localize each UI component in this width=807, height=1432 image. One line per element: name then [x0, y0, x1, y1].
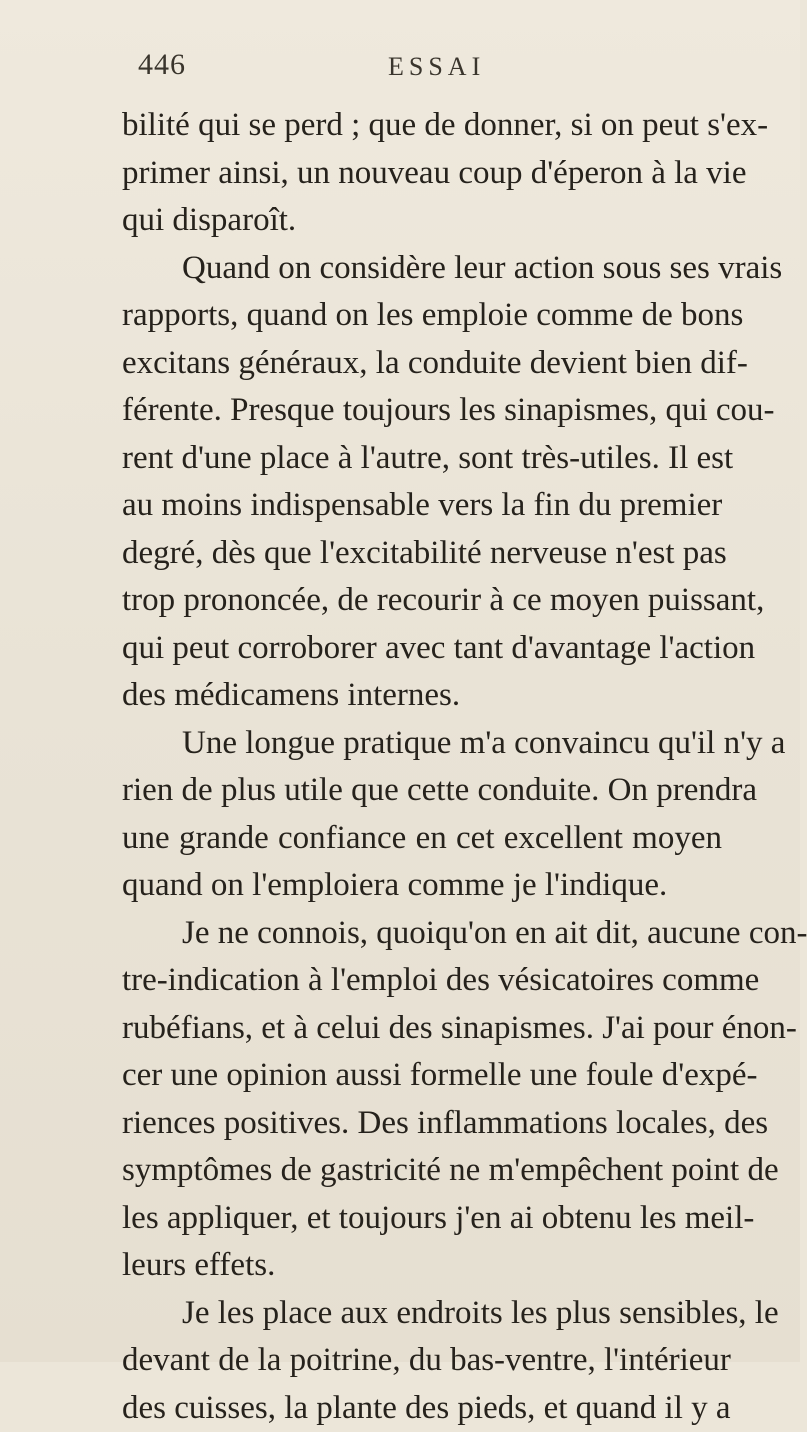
text-line: des cuisses, la plante des pieds, et quand il y a	[122, 1385, 722, 1432]
text-line: quand on l'emploiera comme je l'indique.	[122, 862, 722, 910]
text-line: degré, dès que l'excitabilité nerveuse n'est pas	[122, 530, 722, 578]
running-title: ESSAI	[388, 52, 485, 82]
paragraph-start: Je les place aux endroits les plus sensibles, le	[122, 1290, 722, 1338]
page-number: 446	[138, 48, 186, 82]
text-line: rubéfians, et à celui des sinapismes. J'ai pour énon-	[122, 1005, 722, 1053]
text-line: tre-indication à l'emploi des vésicatoires comme	[122, 957, 722, 1005]
text-line: qui peut corroborer avec tant d'avantage l'action	[122, 625, 722, 673]
text-line: cer une opinion aussi formelle une foule d'expé-	[122, 1052, 722, 1100]
text-line: devant de la poitrine, du bas-ventre, l'intérieur	[122, 1337, 722, 1385]
text-line: férente. Presque toujours les sinapismes, qui cou-	[122, 387, 722, 435]
text-line: primer ainsi, un nouveau coup d'éperon à la vie	[122, 150, 722, 198]
text-line: qui disparoît.	[122, 197, 722, 245]
text-line: une grande confiance en cet excellent moyen	[122, 815, 722, 863]
text-line: trop prononcée, de recourir à ce moyen puissant,	[122, 577, 722, 625]
paragraph-start: Une longue pratique m'a convaincu qu'il n'y a	[122, 720, 722, 768]
text-line: riences positives. Des inflammations locales, des	[122, 1100, 722, 1148]
text-line: leurs effets.	[122, 1242, 722, 1290]
paragraph-start: Quand on considère leur action sous ses vrais	[122, 245, 722, 293]
text-line: excitans généraux, la conduite devient bien dif-	[122, 340, 722, 388]
text-line: les appliquer, et toujours j'en ai obtenu les meil-	[122, 1195, 722, 1243]
text-line: rien de plus utile que cette conduite. On prendra	[122, 767, 722, 815]
running-head	[138, 48, 678, 88]
text-line: rapports, quand on les emploie comme de bons	[122, 292, 722, 340]
text-line: symptômes de gastricité ne m'empêchent point de	[122, 1147, 722, 1195]
text-line: rent d'une place à l'autre, sont très-utiles. Il est	[122, 435, 722, 483]
text-line: des médicamens internes.	[122, 672, 722, 720]
body-text	[122, 102, 722, 1432]
paragraph-start: Je ne connois, quoiqu'on en ait dit, aucune con-	[122, 910, 722, 958]
text-line: bilité qui se perd ; que de donner, si on peut s'ex-	[122, 102, 722, 150]
text-line: au moins indispensable vers la fin du premier	[122, 482, 722, 530]
